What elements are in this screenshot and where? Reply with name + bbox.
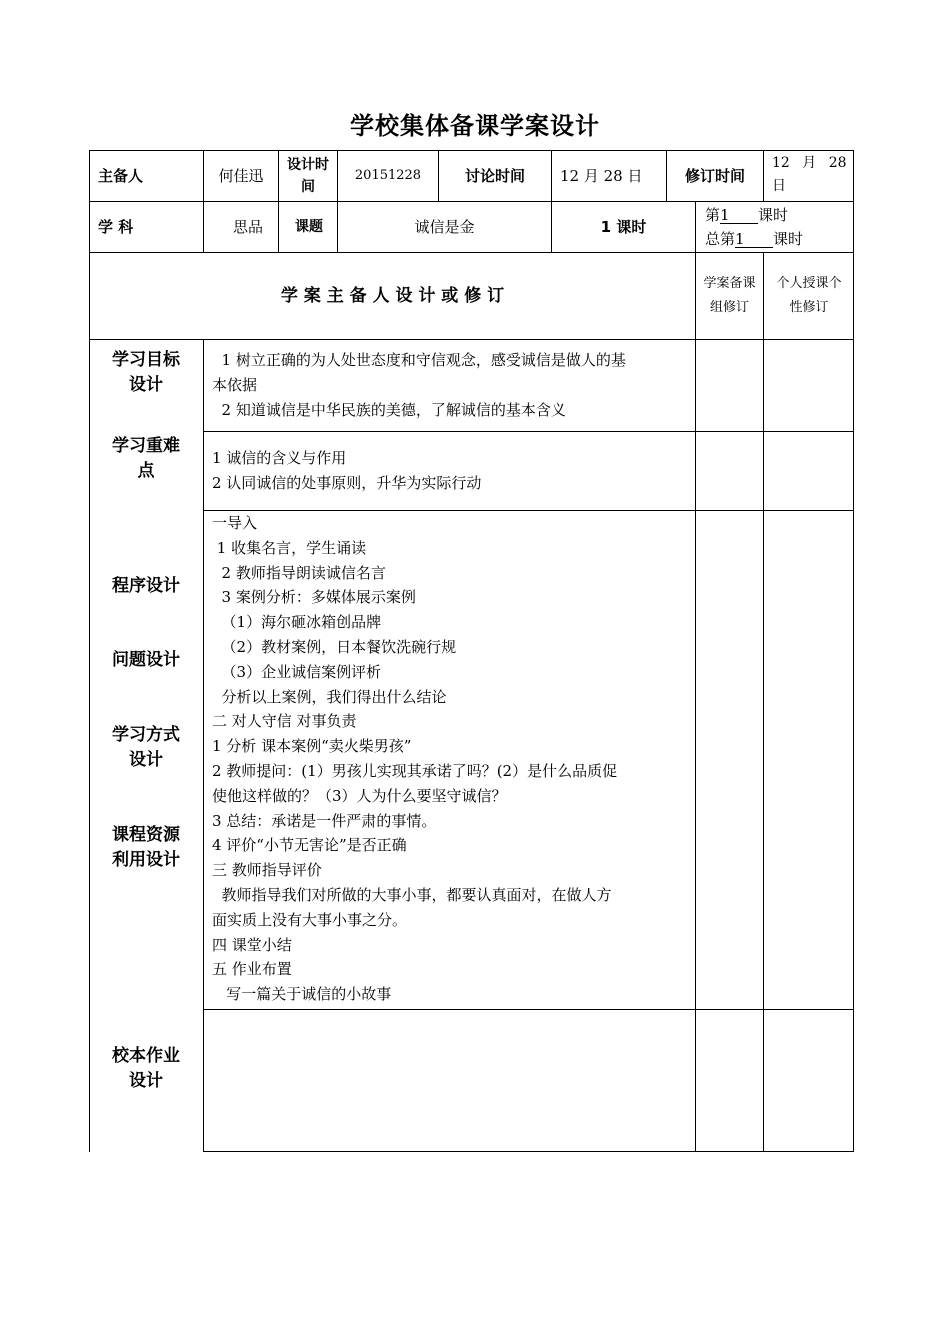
procedure-line: 四 课堂小结	[212, 935, 292, 954]
question-label: 问题设计	[112, 650, 180, 670]
revision-time-label: 修订时间	[684, 167, 745, 185]
table-border-bottom	[203, 1151, 854, 1152]
presenter-value: 何佳迅	[218, 167, 264, 185]
procedure-line: 1 收集名言，学生诵读	[212, 538, 367, 557]
table-border-right	[853, 150, 854, 1152]
objectives-line: 1 树立正确的为人处世态度和守信观念，感受诚信是做人的基	[212, 351, 626, 369]
procedure-line: （3）企业诚信案例评析	[212, 662, 382, 681]
design-time-label: 设计时间	[287, 157, 329, 195]
procedure-line: 2 教师提问：(1）男孩儿实现其承诺了吗？(2）是什么品质促	[212, 761, 618, 780]
procedure-line: 教师指导我们对所做的大事小事，都要认真面对，在做人方	[212, 885, 612, 904]
procedure-line: 分析以上案例，我们得出什么结论	[212, 687, 447, 706]
learning-method-label: 学习方式设计	[112, 725, 180, 770]
lesson-hours: 1 课时	[600, 218, 647, 236]
objectives-content	[212, 348, 692, 422]
procedure-line: 2 教师指导朗读诚信名言	[212, 563, 386, 582]
group-revision-header: 学案备课组修订	[703, 276, 756, 315]
topic-label: 课题	[295, 219, 323, 235]
page-title: 学校集体备课学案设计	[350, 112, 600, 140]
subject-label: 学 科	[98, 218, 134, 236]
objectives-line: 2 知道诚信是中华民族的美德，了解诚信的基本含义	[212, 400, 566, 419]
main-column-header: 学 案 主 备 人 设 计 或 修 订	[280, 286, 505, 306]
personal-revision-header: 个人授课个性修订	[776, 276, 842, 315]
procedure-line: （1）海尔砸冰箱创品牌	[212, 613, 382, 632]
total-value: 1	[735, 231, 773, 248]
procedure-line: 使他这样做的？（3）人为什么要坚守诚信？	[212, 786, 507, 805]
discussion-time-value: 12 月 28 日	[560, 167, 643, 185]
subject-value: 思品	[233, 218, 264, 236]
period-info	[705, 203, 853, 251]
discussion-time-label: 讨论时间	[464, 167, 525, 185]
resource-label: 课程资源利用设计	[112, 825, 180, 870]
homework-label: 校本作业设计	[112, 1046, 180, 1091]
keypoints-label: 学习重难点	[112, 436, 180, 481]
procedure-line: 3 总结：承诺是一件严肃的事情。	[212, 811, 437, 830]
keypoints-content	[212, 446, 692, 496]
table-col-divider	[278, 150, 279, 252]
period-suffix: 课时	[758, 206, 789, 224]
total-suffix: 课时	[773, 230, 804, 248]
procedure-line: 1 分析 课本案例“卖火柴男孩”	[212, 737, 412, 756]
procedure-line: （2）教材案例，日本餐饮洗碗行规	[212, 637, 457, 656]
procedure-line: 三 教师指导评价	[212, 861, 322, 880]
total-prefix: 总第	[705, 230, 736, 248]
period-line	[705, 203, 853, 227]
procedure-line: 一导入	[212, 514, 258, 532]
procedure-content	[212, 511, 692, 1007]
total-line	[705, 227, 853, 251]
procedure-line: 4 评价“小节无害论”是否正确	[212, 836, 407, 855]
table-row-divider	[203, 431, 854, 432]
keypoints-line: 2 认同诚信的处事原则，升华为实际行动	[212, 473, 482, 492]
procedure-line: 五 作业布置	[212, 960, 292, 979]
period-value: 1	[720, 207, 758, 224]
presenter-label: 主备人	[98, 167, 144, 185]
table-row-divider	[203, 1009, 854, 1010]
procedure-line: 3 案例分析：多媒体展示案例	[212, 588, 416, 607]
revision-time-value: 12 月 28 日	[772, 155, 847, 194]
table-col-divider	[203, 339, 204, 1152]
procedure-line: 二 对人守信 对事负责	[212, 712, 357, 731]
objectives-line: 本依据	[212, 375, 258, 394]
procedure-label: 程序设计	[112, 576, 180, 596]
keypoints-line: 1 诚信的含义与作用	[212, 449, 347, 467]
table-col-divider	[763, 150, 764, 201]
table-col-divider	[695, 201, 696, 1152]
procedure-line: 面实质上没有大事小事之分。	[212, 910, 408, 929]
topic-value: 诚信是金	[414, 218, 475, 236]
period-prefix: 第	[705, 206, 721, 224]
objectives-label: 学习目标设计	[112, 350, 180, 395]
procedure-line: 写一篇关于诚信的小故事	[212, 985, 392, 1004]
table-col-divider	[763, 252, 764, 1152]
design-time-value: 20151228	[354, 168, 422, 183]
